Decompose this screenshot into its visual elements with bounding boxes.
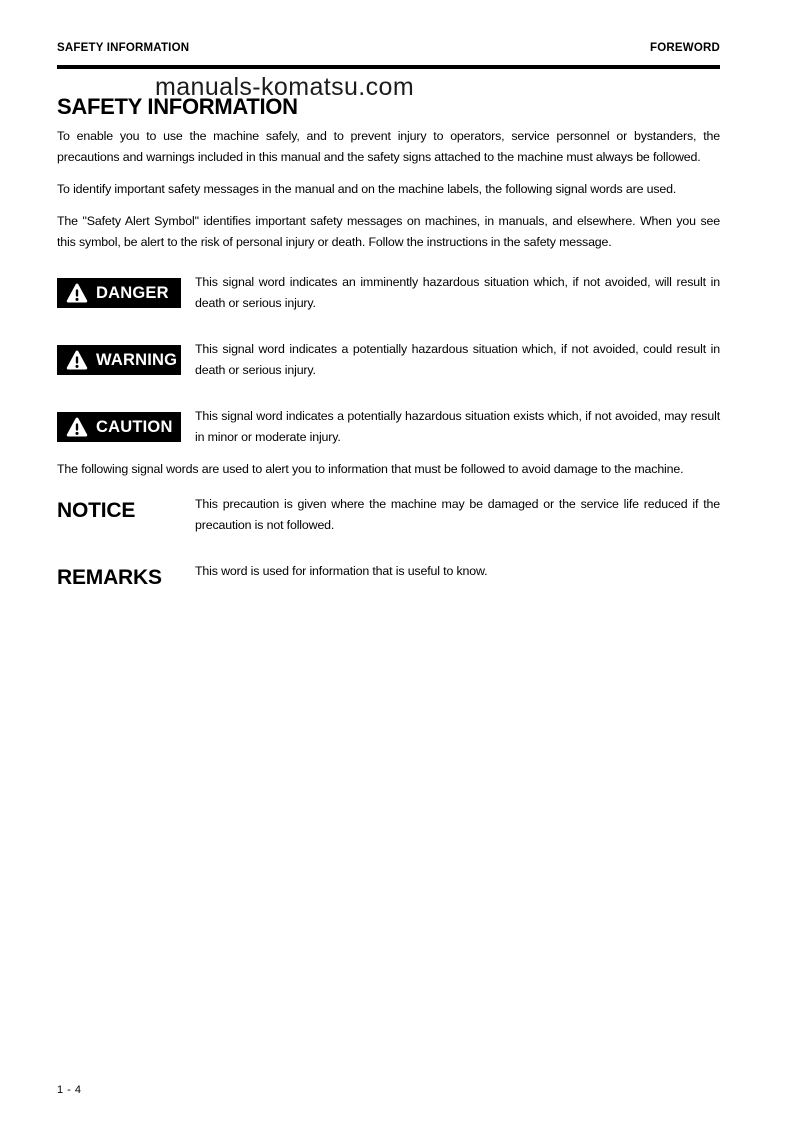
notice-row: [57, 494, 720, 547]
warning-triangle-icon: [66, 283, 88, 303]
signal-label-column: [57, 406, 195, 459]
signal-row-caution: [57, 406, 720, 459]
page-header: [57, 42, 720, 55]
warning-badge: [57, 345, 181, 375]
warning-triangle-icon: [66, 417, 88, 437]
caution-badge-label: CAUTION: [96, 417, 173, 436]
page-title: SAFETY INFORMATION: [57, 94, 298, 119]
danger-badge-label: DANGER: [96, 283, 169, 302]
remarks-label-column: [57, 561, 195, 593]
remarks-row: [57, 561, 720, 593]
danger-badge: [57, 278, 181, 308]
notice-label: NOTICE: [57, 499, 136, 522]
signal-row-warning: [57, 339, 720, 392]
caution-badge: [57, 412, 181, 442]
remarks-description: This word is used for information that is useful to know.: [195, 564, 488, 578]
paragraph-alert-symbol: The "Safety Alert Symbol" identifies important safety messages on machines, in manuals, and elsewhere. When you see this symbol, be alert to the risk of personal injury or death. Follow the instructions in the safety message.: [57, 214, 720, 249]
signal-label-column: [57, 339, 195, 392]
signal-label-column: [57, 272, 195, 325]
header-rule: [57, 65, 720, 69]
paragraph-intro: To enable you to use the machine safely, and to prevent injury to operators, service personnel or bystanders, the precautions and warnings included in this manual and the safety signs attached to the machine must always be followed.: [57, 129, 720, 164]
warning-description: This signal word indicates a potentially hazardous situation which, if not avoided, could result in death or serious injury.: [195, 342, 720, 377]
page-number: 1 - 4: [57, 1084, 82, 1096]
paragraph-following: The following signal words are used to alert you to information that must be followed to avoid damage to the machine.: [57, 462, 684, 476]
remarks-label: REMARKS: [57, 566, 162, 589]
danger-description: This signal word indicates an imminently hazardous situation which, if not avoided, will result in death or serious injury.: [195, 275, 720, 310]
header-chapter-label: FOREWORD: [650, 42, 720, 54]
warning-triangle-icon: [66, 350, 88, 370]
caution-description: This signal word indicates a potentially hazardous situation exists which, if not avoided, may result in minor or moderate injury.: [195, 409, 720, 444]
notice-label-column: [57, 494, 195, 547]
warning-badge-label: WARNING: [96, 350, 178, 369]
watermark-text: manuals-komatsu.com: [155, 73, 415, 101]
header-section-label: SAFETY INFORMATION: [57, 42, 190, 54]
notice-description: This precaution is given where the machine may be damaged or the service life reduced if the precaution is not followed.: [195, 497, 720, 532]
signal-row-danger: [57, 272, 720, 325]
paragraph-identify: To identify important safety messages in the manual and on the machine labels, the following signal words are used.: [57, 182, 677, 196]
